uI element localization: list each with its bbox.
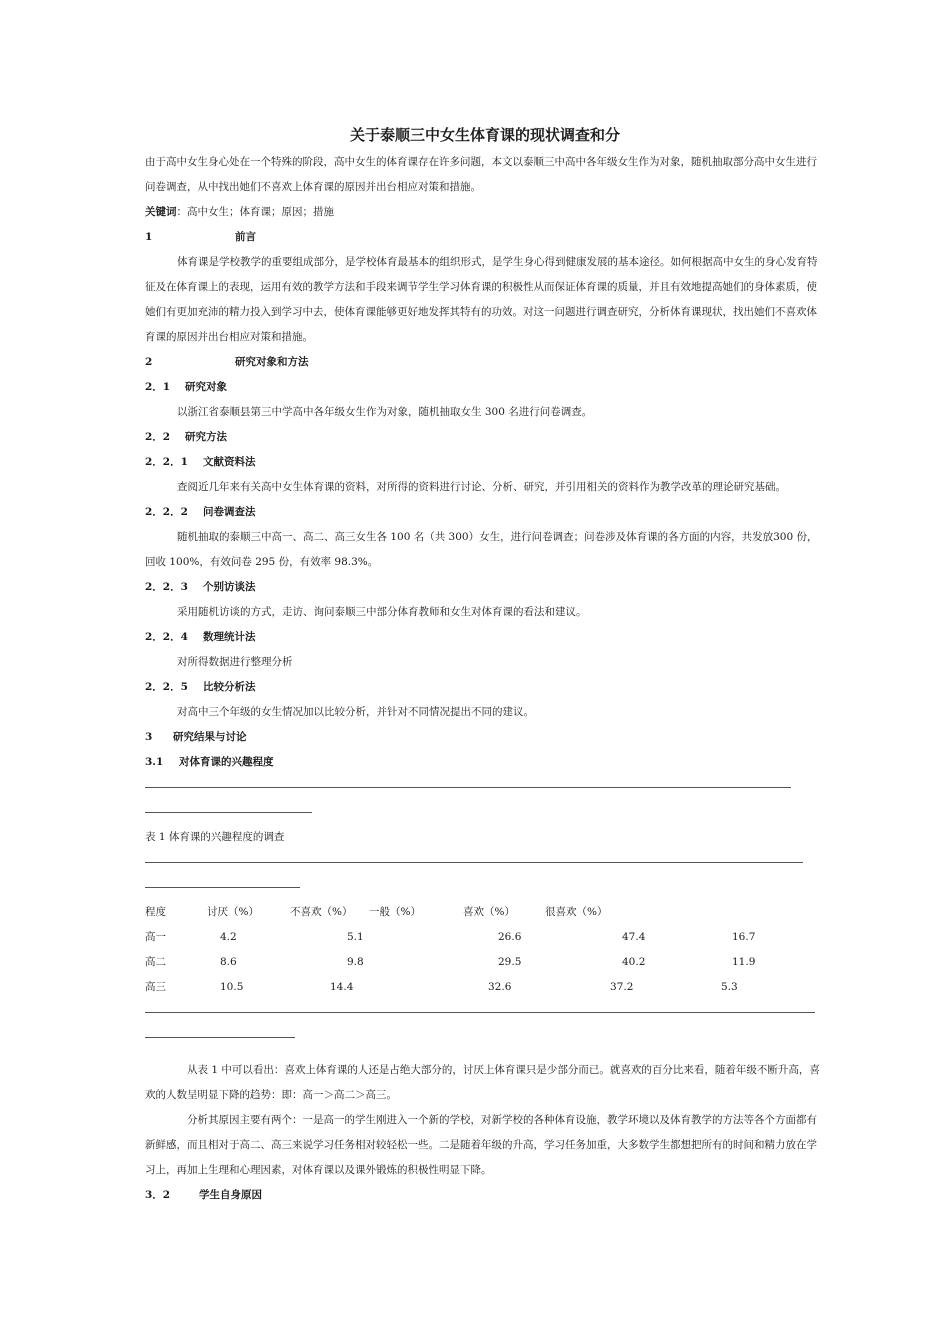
table-caption: 表 1 体育课的兴趣程度的调查 bbox=[145, 831, 285, 843]
section-2-2-3-text: 采用随机访谈的方式，走访、询问泰顺三中部分体育教师和女生对体育课的看法和建议。 bbox=[177, 606, 587, 618]
heading-2-2-4: 2．2．4 数理统计法 bbox=[145, 631, 256, 643]
table-top-rule bbox=[145, 775, 825, 800]
heading-3-2: 3．2 学生自身原因 bbox=[145, 1189, 262, 1201]
section-2-2-4-text: 对所得数据进行整理分析 bbox=[177, 656, 293, 668]
table-header-cell: 很喜欢（%） bbox=[545, 906, 608, 918]
document-title: 关于泰顺三中女生体育课的现状调查和分 bbox=[349, 126, 620, 144]
heading-3: 3 研究结果与讨论 bbox=[145, 731, 247, 743]
section-2-2-1-text: 查阅近几年来有关高中女生体育课的资料，对所得的资料进行讨论、分析、研究，并引用相关的资料作为教学改革的理论研究基础。 bbox=[177, 481, 786, 493]
table-header-row bbox=[145, 900, 825, 925]
table-row: 高三 10.5 14.4 32.6 37.2 5.3 bbox=[145, 981, 738, 993]
table-bottom-rule bbox=[145, 1000, 825, 1025]
analysis-paragraph-2: 分析其原因主要有两个：一是高一的学生刚进入一个新的学校，对新学校的各种体育设施，教学环境以及体育教学的方法等各个方面都有新鲜感，而且相对于高二、高三来说学习任务相对较轻松一些。二是随着年级的升高，学习任务加重，大多数学生都想把所有的时间和精力放在学习上，再加上生理和心理因素，对体育课以及课外锻炼的积极性明显下降。 bbox=[145, 1114, 817, 1176]
section-2-2-5-text: 对高中三个年级的女生情况加以比较分析，并针对不同情况提出不同的建议。 bbox=[177, 706, 534, 718]
heading-2-2-2: 2．2．2 问卷调查法 bbox=[145, 506, 256, 518]
heading-2-1: 2．1 研究对象 bbox=[145, 381, 227, 393]
heading-3-1: 3.1 对体育课的兴趣程度 bbox=[145, 756, 274, 768]
intro-paragraph: 体育课是学校教学的重要组成部分，是学校体育最基本的组织形式，是学生身心得到健康发展的基本途径。如何根据高中女生的身心发育特征及在体育课上的表现，运用有效的教学方法和手段来调节学生学习体育课的积极性从而保证体育课的质量，并且有效地提高她们的身体素质，使她们有更加充沛的精力投入到学习中去，使体育课能够更好地发挥其特有的功效。对这一问题进行调查研究，分析体育课现状，找出她们不喜欢体育课的原因并出台相应对策和措施。 bbox=[145, 256, 818, 343]
table-header-rule-short bbox=[145, 875, 825, 900]
heading-2-2-5: 2．2．5 比较分析法 bbox=[145, 681, 256, 693]
table-header-cell: 讨厌（%） bbox=[207, 906, 259, 918]
table-header-cell: 不喜欢（%） bbox=[290, 906, 353, 918]
abstract: 由于高中女生身心处在一个特殊的阶段，高中女生的体育课存在许多问题，本文以泰顺三中高中各年级女生作为对象，随机抽取部分高中女生进行问卷调查，从中找出她们不喜欢上体育课的原因并出台相应对策和措施。 bbox=[145, 156, 817, 193]
analysis-paragraph-1: 从表 1 中可以看出：喜欢上体育课的人还是占绝大部分的，讨厌上体育课只是少部分而已。就喜欢的百分比来看，随着年级不断升高，喜欢的人数呈明显下降的趋势：即：高一＞高二＞高三。 bbox=[145, 1064, 820, 1101]
table-bottom-rule-short bbox=[145, 1025, 825, 1050]
keywords-label: 关键词 bbox=[145, 206, 177, 218]
section-2-1-text: 以浙江省泰顺县第三中学高中各年级女生作为对象，随机抽取女生 300 名进行问卷调查。 bbox=[177, 406, 593, 418]
keywords-text: ：高中女生；体育课；原因；措施 bbox=[176, 206, 334, 218]
table-top-rule-short bbox=[145, 800, 825, 825]
heading-2-2: 2．2 研究方法 bbox=[145, 431, 227, 443]
keywords-line bbox=[145, 200, 825, 225]
heading-2: 2 研究对象和方法 bbox=[145, 356, 309, 368]
table-header-rule bbox=[145, 850, 825, 875]
table-row: 高一 4.2 5.1 26.6 47.4 16.7 bbox=[145, 931, 756, 943]
heading-2-2-3: 2．2．3 个别访谈法 bbox=[145, 581, 256, 593]
section-2-2-2-text: 随机抽取的泰顺三中高一、高二、高三女生各 100 名（共 300）女生，进行问卷调查；问卷涉及体育课的各方面的内容，共发放300 份，回收 100%，有效问卷 295 份，有效率 98.3%。 bbox=[145, 531, 818, 568]
table-header-cell: 程度 bbox=[145, 906, 166, 918]
heading-2-2-1: 2．2．1 文献资料法 bbox=[145, 456, 256, 468]
table-row: 高二 8.6 9.8 29.5 40.2 11.9 bbox=[145, 956, 756, 968]
document-page bbox=[145, 124, 825, 1208]
table-header-cell: 喜欢（%） bbox=[463, 906, 515, 918]
heading-1: 1 前言 bbox=[145, 231, 256, 243]
table-header-cell: 一般（%） bbox=[369, 906, 421, 918]
